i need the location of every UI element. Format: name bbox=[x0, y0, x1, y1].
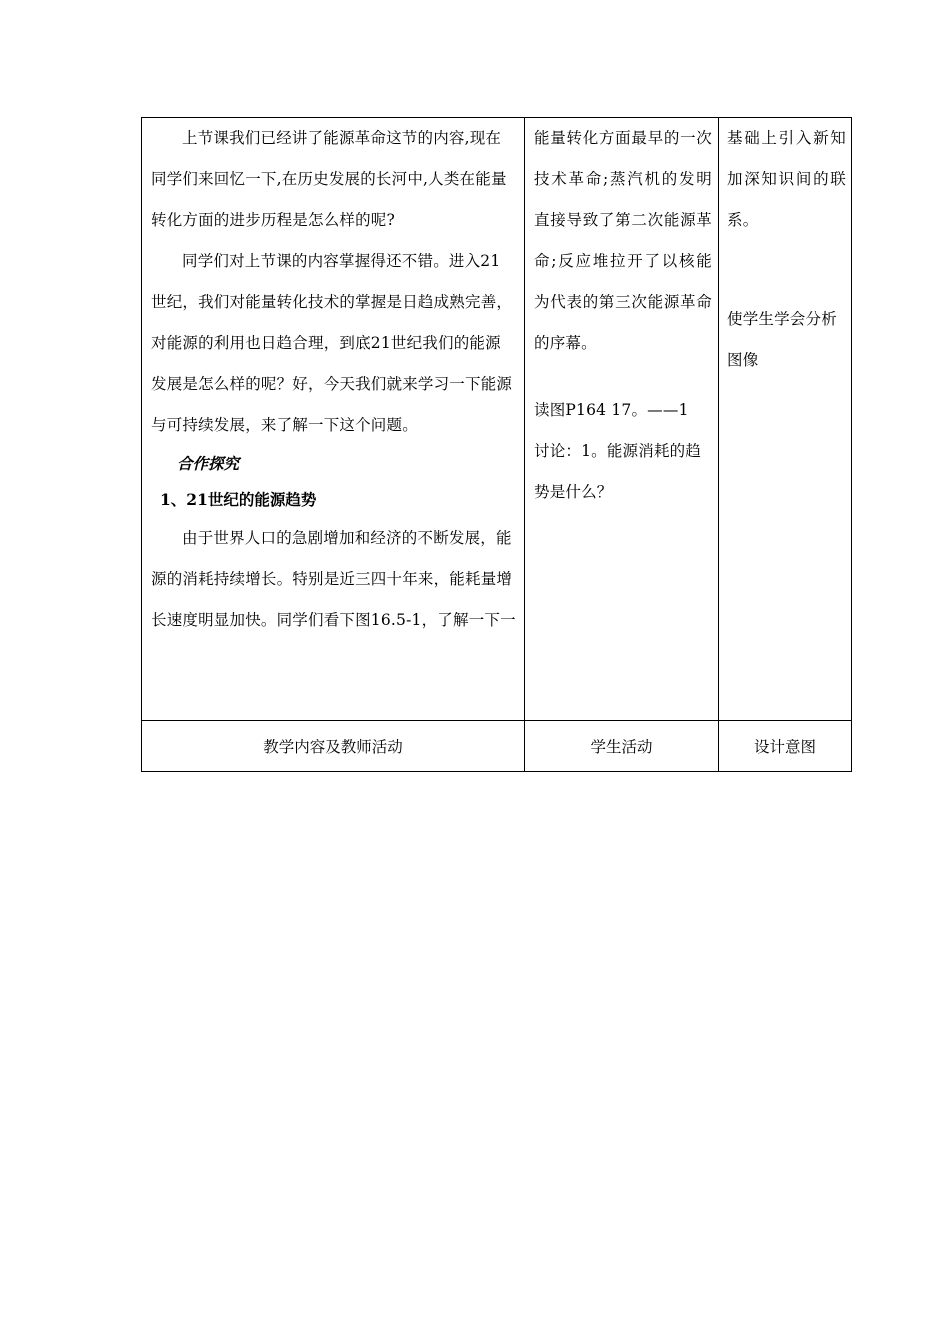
spacer bbox=[534, 364, 712, 390]
discussion-text: 讨论：1。能源消耗的趋势是什么？ bbox=[534, 442, 702, 501]
intro-paragraph: 同学们对上节课的内容掌握得还不错。进入21世纪，我们对能量转化技术的掌握是日趋成熟完善，对能源的利用也日趋合理，到底21世纪我们的能源发展是怎么样的呢？好，今天我们就来学习一下能源与可持续发展，来了解一下这个问题。 bbox=[151, 252, 513, 434]
header-student-activity: 学生活动 bbox=[525, 721, 719, 772]
section-heading-cooperative: 合作探究 bbox=[177, 454, 240, 473]
student-activity-cell bbox=[525, 118, 719, 721]
spacer bbox=[727, 241, 846, 299]
teacher-activity-cell bbox=[142, 118, 525, 721]
student-answer-paragraph: 能量转化方面最早的一次技术革命;蒸汽机的发明直接导致了第二次能源革命;反应堆拉开了以核能为代表的第三次能源革命的序幕。 bbox=[534, 129, 712, 352]
read-figure-text: 读图P164 17。——1 bbox=[534, 401, 689, 419]
header-teacher-activity: 教学内容及教师活动 bbox=[142, 721, 525, 772]
section-heading-energy-trend: 1、21世纪的能源趋势 bbox=[160, 490, 317, 509]
content-row bbox=[142, 118, 852, 721]
intent-paragraph-2: 使学生学会分析图像 bbox=[727, 310, 837, 369]
intent-paragraph-1: 基础上引入新知加深知识间的联系。 bbox=[727, 129, 846, 229]
header-row bbox=[142, 721, 852, 772]
lesson-plan-table bbox=[141, 117, 852, 772]
review-paragraph: 上节课我们已经讲了能源革命这节的内容,现在同学们来回忆一下,在历史发展的长河中,人类在能量转化方面的进步历程是怎么样的呢? bbox=[151, 129, 507, 229]
design-intent-cell bbox=[719, 118, 852, 721]
energy-trend-paragraph: 由于世界人口的急剧增加和经济的不断发展，能源的消耗持续增长。特别是近三四十年来，能耗量增长速度明显加快。同学们看下图16.5-1，了解一下一 bbox=[151, 529, 516, 629]
header-design-intent: 设计意图 bbox=[719, 721, 852, 772]
